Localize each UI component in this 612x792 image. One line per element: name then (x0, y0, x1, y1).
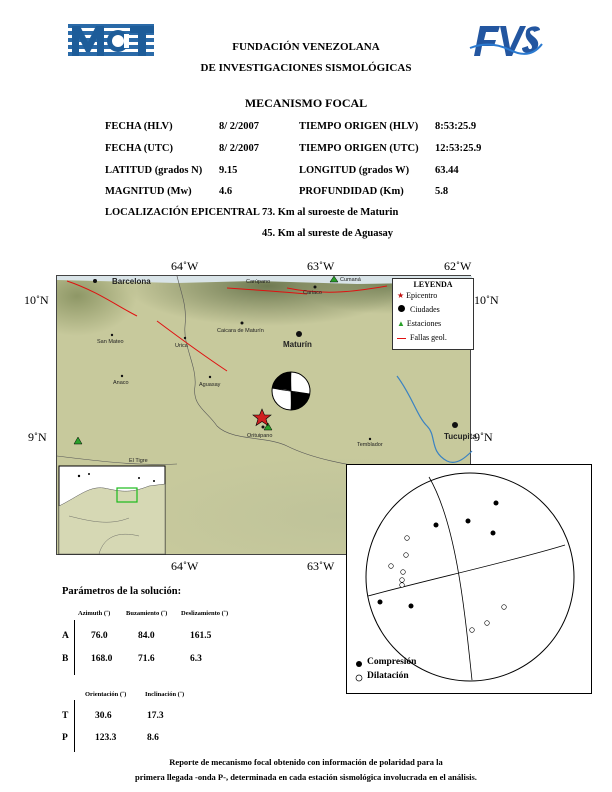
footer-line-2: primera llegada -onda P-, determinada en cada estación sismológica involucrada en el análisis. (135, 772, 477, 782)
longitud-label: LONGITUD (grados W) (299, 165, 410, 176)
city-barcelona: Barcelona (112, 277, 151, 286)
legend-compresion: Compresión (367, 657, 417, 667)
org-line-2: DE INVESTIGACIONES SISMOLÓGICAS (200, 62, 412, 74)
city-el-tigre: El Tigre (129, 458, 148, 464)
plane-a-buzamiento: 84.0 (138, 631, 155, 641)
beachball-icon (272, 372, 310, 410)
fault-line-icon (397, 338, 406, 339)
lon-tick-63-top: 63˚W (307, 259, 335, 273)
legend-estaciones (397, 319, 441, 328)
legend-dilatacion: Dilatación (367, 671, 409, 681)
axis-p-name: P (62, 733, 68, 743)
city-anaco: Anaco (113, 380, 129, 386)
solution-title: Parámetros de la solución: (62, 586, 182, 597)
star-icon: ★ (397, 291, 405, 300)
city-carupano: Carúpano (246, 279, 271, 285)
axis-t-name: T (62, 711, 69, 721)
latitud-value: 9.15 (219, 165, 238, 176)
plane-a-name: A (62, 631, 69, 641)
plane-b-name: B (62, 654, 69, 664)
axis-t-inclinacion: 17.3 (147, 711, 164, 721)
lon-tick-63-bottom: 63˚W (307, 559, 335, 573)
dot-icon (398, 305, 405, 312)
magnitud-label: MAGNITUD (Mw) (105, 186, 192, 197)
lat-tick-10-left: 10˚N (24, 293, 49, 307)
tiempo-hlv-label: TIEMPO ORIGEN (HLV) (299, 121, 419, 132)
org-line-1: FUNDACIÓN VENEZOLANA (232, 41, 380, 53)
footer-line-1: Reporte de mecanismo focal obtenido con información de polaridad para la (169, 757, 443, 767)
profundidad-label: PROFUNDIDAD (Km) (299, 186, 404, 197)
plane-b-deslizamiento: 6.3 (190, 654, 202, 664)
legend-epicentro (397, 291, 437, 300)
legend-estaciones-label: Estaciones (406, 319, 442, 328)
lon-tick-64-bottom: 64˚W (171, 559, 199, 573)
lat-tick-9-right: 9˚N (474, 430, 493, 444)
funvisis-logo (470, 20, 542, 60)
city-san-mateo: San Mateo (97, 339, 124, 345)
magnitud-value: 4.6 (219, 186, 233, 197)
legend-fallas (397, 333, 447, 342)
stereonet-panel (346, 464, 592, 694)
header-orientacion: Orientación (˚) (85, 691, 127, 698)
header-deslizamiento: Deslizamiento (˚) (181, 610, 229, 617)
header-azimuth: Azimuth (˚) (78, 610, 111, 617)
table-divider (74, 620, 75, 675)
city-aguasay: Aguasay (199, 382, 221, 388)
fecha-hlv-label: FECHA (HLV) (105, 121, 173, 132)
legend-epicentro-label: Epicentro (406, 291, 438, 300)
page-title: MECANISMO FOCAL (244, 96, 368, 110)
legend-title: LEYENDA (413, 280, 453, 289)
lat-tick-9-left: 9˚N (28, 430, 47, 444)
fecha-utc-value: 8/ 2/2007 (219, 143, 259, 154)
header-inclinacion: Inclinación (˚) (145, 691, 185, 698)
plane-b-azimuth: 168.0 (91, 654, 113, 664)
city-cumana: Cumaná (340, 277, 361, 283)
localizacion-line-2: 45. Km al sureste de Aguasay (262, 228, 394, 239)
tiempo-utc-value: 12:53:25.9 (435, 143, 482, 154)
legend-ciudades-label: Ciudades (410, 305, 440, 314)
inset-map (59, 466, 165, 554)
plane-b-buzamiento: 71.6 (138, 654, 155, 664)
profundidad-value: 5.8 (435, 186, 449, 197)
city-tucupita: Tucupita (444, 432, 477, 441)
header-buzamiento: Buzamiento (˚) (126, 610, 168, 617)
map-legend (392, 278, 474, 350)
triangle-icon: ▲ (397, 319, 405, 328)
axes-table-divider (74, 700, 75, 752)
city-temblador: Temblador (357, 442, 383, 448)
longitud-value: 63.44 (435, 165, 459, 176)
fecha-hlv-value: 8/ 2/2007 (219, 121, 259, 132)
city-caicara: Caicara de Maturín (217, 328, 264, 334)
axis-p-orientacion: 123.3 (95, 733, 117, 743)
legend-ciudades (397, 305, 440, 314)
localizacion-label: LOCALIZACIÓN EPICENTRAL (105, 207, 260, 218)
lon-tick-64-top: 64˚W (171, 259, 199, 273)
city-orituipano: Orituipano (247, 433, 273, 439)
plane-a-deslizamiento: 161.5 (190, 631, 212, 641)
fecha-utc-label: FECHA (UTC) (105, 143, 173, 154)
tiempo-hlv-value: 8:53:25.9 (435, 121, 477, 132)
lat-tick-10-right: 10˚N (474, 293, 499, 307)
tiempo-utc-label: TIEMPO ORIGEN (UTC) (299, 143, 419, 154)
lon-tick-62-top: 62˚W (444, 259, 472, 273)
axis-p-inclinacion: 8.6 (147, 733, 159, 743)
city-maturin: Maturín (283, 340, 312, 349)
city-cariaco: Cariaco (303, 290, 322, 296)
city-urica: Urica (175, 343, 188, 349)
funvisis-logo-graphic (470, 20, 542, 60)
plane-a-azimuth: 76.0 (91, 631, 108, 641)
localizacion-line-1: 73. Km al suroeste de Maturin (262, 207, 399, 218)
axis-t-orientacion: 30.6 (95, 711, 112, 721)
latitud-label: LATITUD (grados N) (105, 165, 203, 176)
legend-fallas-label: Fallas geol. (410, 333, 447, 342)
